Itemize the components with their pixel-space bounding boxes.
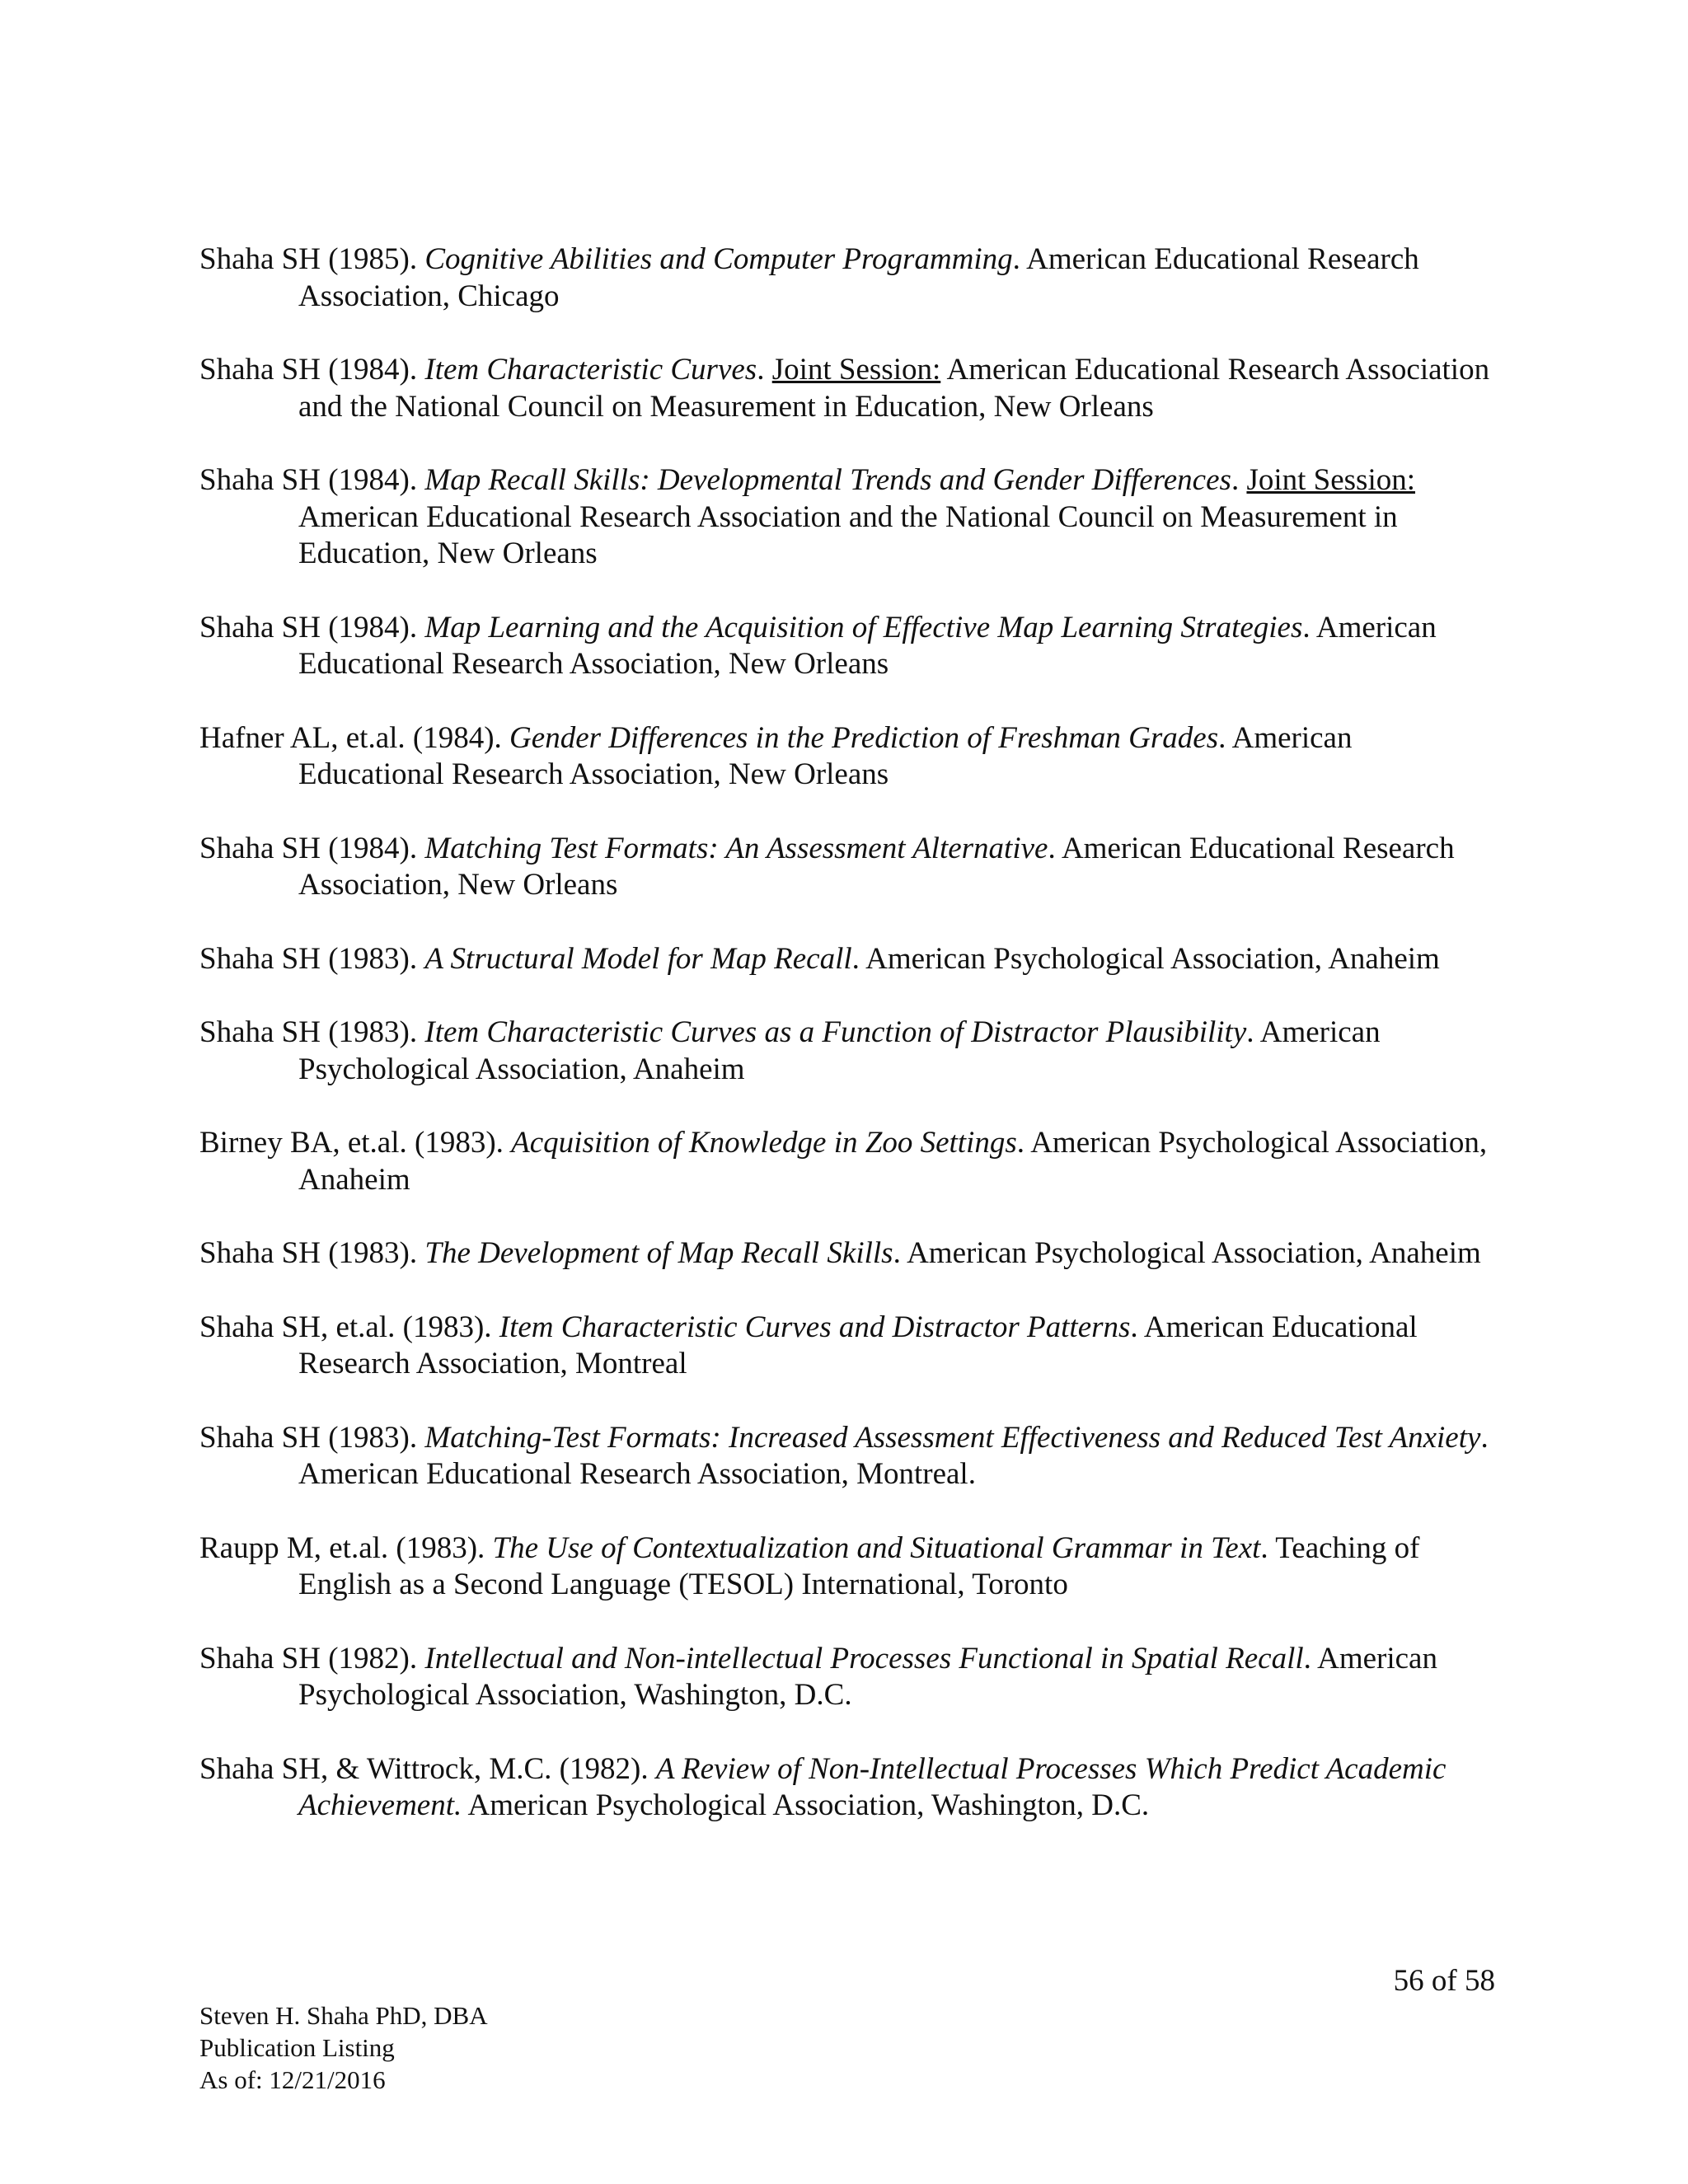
reference-authors: Raupp M, et.al. (1983).: [199, 1530, 485, 1565]
reference-venue: American Psychological Association, Washington, D.C.: [467, 1788, 1150, 1822]
reference-entry: Shaha SH (1984). Map Learning and the Acquisition of Effective Map Learning Strategies. American Educational Research Association, New Orleans: [199, 610, 1437, 681]
reference-entry: Raupp M, et.al. (1983). The Use of Contextualization and Situational Grammar in Text. Teaching of English as a Second Language (TESOL) International, Toronto: [199, 1530, 1420, 1601]
reference-title: Acquisition of Knowledge in Zoo Settings: [511, 1126, 1017, 1160]
reference-authors: Shaha SH, & Wittrock, M.C. (1982).: [199, 1751, 649, 1786]
reference-entry: Shaha SH, et.al. (1983). Item Characteristic Curves and Distractor Patterns. American Educational Research Association, Montreal: [199, 1310, 1418, 1380]
reference-venue: American Educational Research Association and the National Council on Measurement in Education, New Orleans: [298, 499, 1398, 570]
reference-venue: American Educational Research Association, Montreal.: [298, 1457, 976, 1491]
reference-authors: Shaha SH (1984).: [199, 610, 418, 644]
reference-authors: Shaha SH (1983).: [199, 1236, 418, 1270]
reference-venue: American Educational Research Association, Montreal: [298, 1310, 1418, 1380]
reference-authors: Shaha SH (1984).: [199, 831, 418, 865]
reference-venue: American Educational Research Association, New Orleans: [298, 610, 1437, 681]
footer-document-title: Publication Listing: [199, 2033, 395, 2062]
reference-venue: American Educational Research Association, Chicago: [298, 242, 1419, 313]
reference-venue: American Educational Research Association, New Orleans: [298, 831, 1455, 902]
reference-venue: American Psychological Association, Anaheim: [298, 1015, 1381, 1086]
reference-authors: Shaha SH (1984).: [199, 353, 418, 387]
reference-entry: Hafner AL, et.al. (1984). Gender Differences in the Prediction of Freshman Grades. American Educational Research Association, New Orleans: [199, 720, 1353, 791]
reference-entry: Shaha SH (1983). The Development of Map Recall Skills. American Psychological Association, Anaheim: [199, 1236, 1481, 1270]
reference-title: Item Characteristic Curves as a Function of Distractor Plausibility: [424, 1015, 1247, 1049]
page-number: 56 of 58: [1393, 1964, 1495, 1998]
reference-title: Map Recall Skills: Developmental Trends and Gender Differences: [424, 463, 1231, 497]
reference-entry: Shaha SH (1983). A Structural Model for Map Recall. American Psychological Association, Anaheim: [199, 941, 1440, 976]
reference-title: Matching Test Formats: An Assessment Alternative: [424, 831, 1048, 865]
reference-title: The Development of Map Recall Skills: [424, 1236, 893, 1270]
reference-title: A Structural Model for Map Recall: [424, 941, 852, 976]
footer-as-of-date: As of: 12/21/2016: [199, 2065, 386, 2094]
reference-entry: Shaha SH (1985). Cognitive Abilities and Computer Programming. American Educational Research Association, Chicago: [199, 242, 1419, 313]
reference-authors: Shaha SH (1983).: [199, 1015, 418, 1049]
reference-title: The Use of Contextualization and Situational Grammar in Text: [492, 1530, 1261, 1565]
reference-title: Gender Differences in the Prediction of Freshman Grades: [509, 720, 1219, 755]
reference-authors: Shaha SH (1983).: [199, 1420, 418, 1455]
reference-entry: Shaha SH (1984). Map Recall Skills: Developmental Trends and Gender Differences. Joint Session: American Educational Research Association and the National Council on Measurement in Education, New Orleans: [199, 463, 1416, 570]
reference-venue: American Psychological Association, Anaheim: [865, 941, 1440, 976]
footer-author: Steven H. Shaha PhD, DBA: [199, 2001, 488, 2030]
reference-authors: Shaha SH (1984).: [199, 463, 418, 497]
reference-authors: Shaha SH, et.al. (1983).: [199, 1310, 492, 1344]
reference-authors: Shaha SH (1982).: [199, 1641, 418, 1675]
reference-venue: American Educational Research Association and the National Council on Measurement in Education, New Orleans: [298, 353, 1490, 424]
reference-authors: Shaha SH (1985).: [199, 242, 418, 276]
reference-authors: Birney BA, et.al. (1983).: [199, 1126, 504, 1160]
reference-entry: Shaha SH (1984). Item Characteristic Curves. Joint Session: American Educational Research Association and the National Council on Measurement in Education, New Orleans: [199, 353, 1490, 424]
reference-joint-session-label: Joint Session:: [1246, 463, 1416, 497]
reference-title: Intellectual and Non-intellectual Processes Functional in Spatial Recall: [424, 1641, 1304, 1675]
reference-entry: Shaha SH (1982). Intellectual and Non-intellectual Processes Functional in Spatial Recall. American Psychological Association, Washington, D.C.: [199, 1641, 1437, 1712]
reference-entry: Shaha SH (1983). Item Characteristic Curves as a Function of Distractor Plausibility. American Psychological Association, Anaheim: [199, 1015, 1381, 1086]
reference-venue: American Educational Research Association, New Orleans: [298, 720, 1353, 791]
reference-venue: American Psychological Association, Washington, D.C.: [298, 1641, 1437, 1712]
reference-authors: Shaha SH (1983).: [199, 941, 418, 976]
reference-entry: Shaha SH (1983). Matching-Test Formats: Increased Assessment Effectiveness and Reduced Test Anxiety. American Educational Research Association, Montreal.: [199, 1420, 1489, 1491]
reference-entry: [199, 1751, 1502, 1825]
reference-venue: American Psychological Association, Anaheim: [907, 1236, 1481, 1270]
reference-venue: Teaching of English as a Second Language (TESOL) International, Toronto: [298, 1530, 1420, 1601]
reference-title: A Review of Non-Intellectual Processes Which Predict Academic Achievement.: [298, 1751, 1447, 1822]
reference-title: Cognitive Abilities and Computer Programming: [424, 242, 1013, 276]
reference-entry: Shaha SH (1984). Matching Test Formats: An Assessment Alternative. American Educational Research Association, New Orleans: [199, 831, 1455, 902]
reference-authors: Hafner AL, et.al. (1984).: [199, 720, 502, 755]
reference-title: Item Characteristic Curves: [424, 353, 757, 387]
reference-joint-session-label: Joint Session:: [771, 353, 941, 387]
footer: [199, 1999, 488, 2096]
reference-list: [199, 241, 1502, 1862]
reference-title: Item Characteristic Curves and Distractor Patterns: [499, 1310, 1131, 1344]
reference-venue: American Psychological Association, Anaheim: [298, 1126, 1488, 1197]
reference-title: Map Learning and the Acquisition of Effective Map Learning Strategies: [424, 610, 1303, 644]
reference-entry: Birney BA, et.al. (1983). Acquisition of Knowledge in Zoo Settings. American Psychological Association, Anaheim: [199, 1126, 1488, 1197]
reference-title: Matching-Test Formats: Increased Assessment Effectiveness and Reduced Test Anxiety: [424, 1420, 1481, 1455]
